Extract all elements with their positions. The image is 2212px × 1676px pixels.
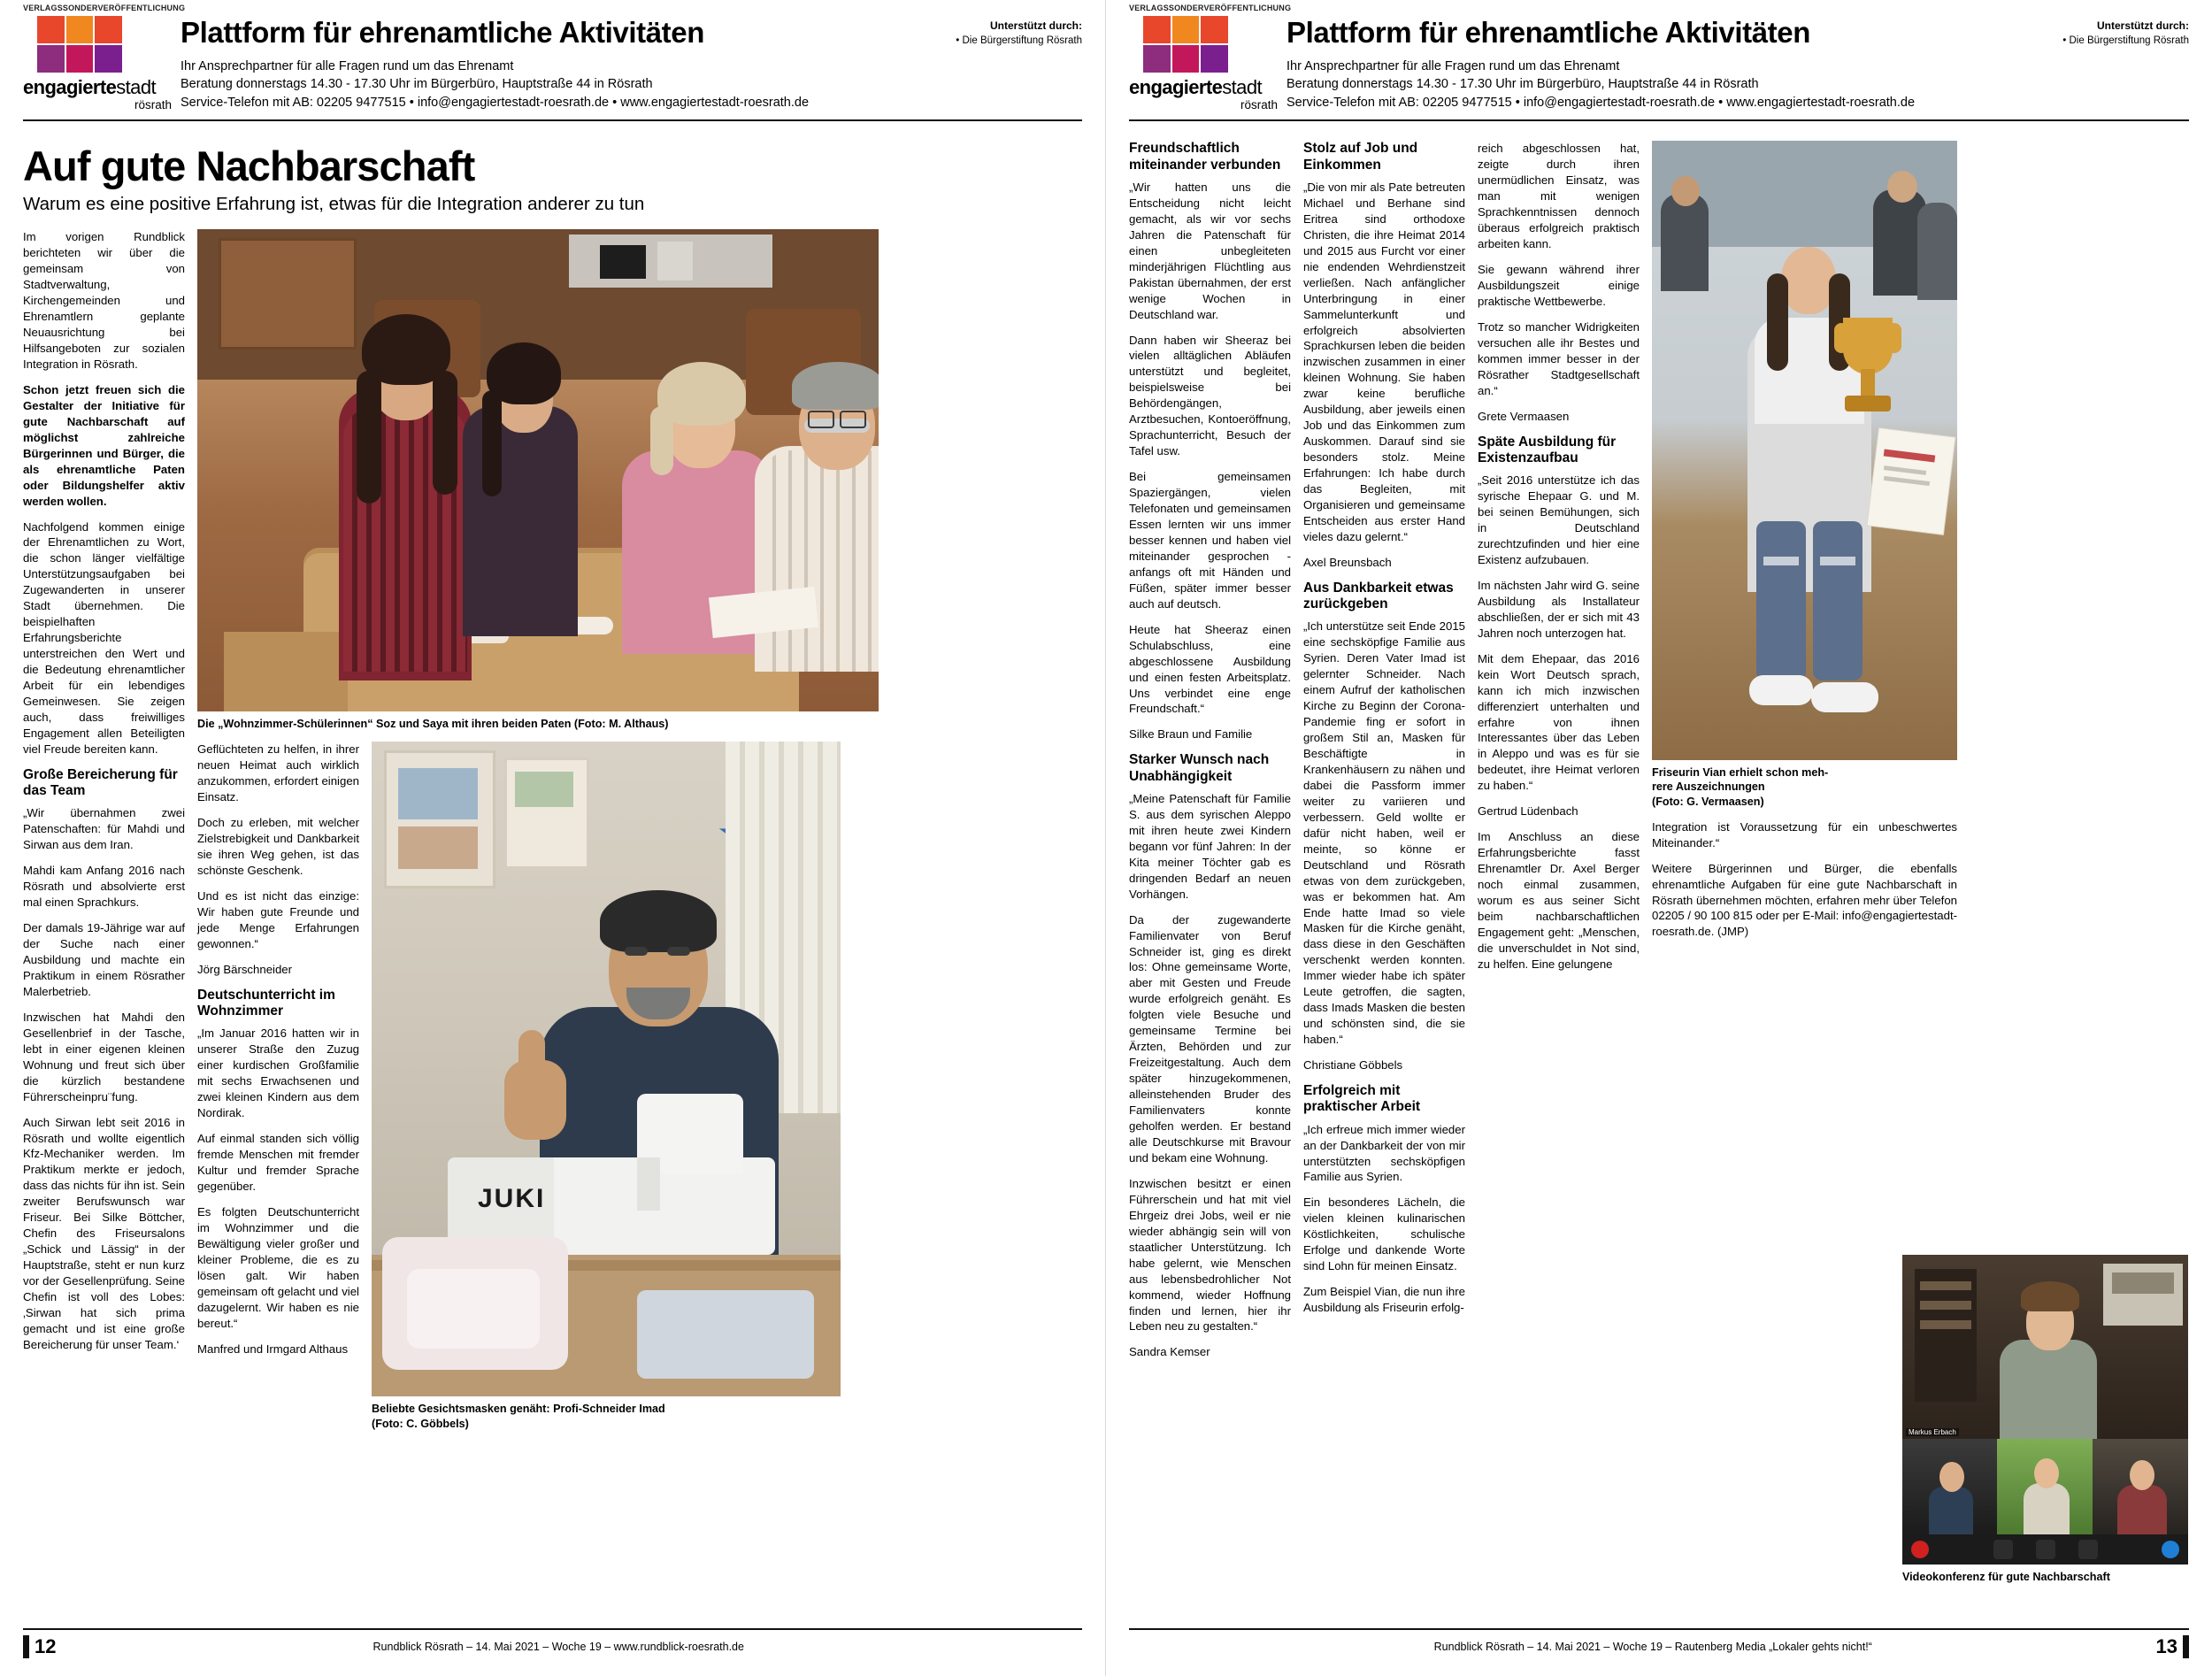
paragraph: Nachfolgend kommen einige der Ehrenamtlichen zu Wort, die schon länger vielfältige Unterstützungsaufgaben bei Zugewanderten in unserer Stadt übernehmen. Die beispielhaften Erfahrungsberichte unterstreichen den Wert und die Bedeutung ehrenamtlicher Arbeit für ein lebendiges Gemeinwesen. Sie zeigen auch, dass freiwilliges Engagement allen Beteiligten viel Freude bereiten kann. <box>23 519 185 756</box>
mute-microphone-button[interactable] <box>2078 1540 2098 1559</box>
paragraph: Bei gemeinsamen Spaziergängen, vielen Telefonaten und gemeinsamen Essen lernten wir uns immer besser kennen und haben viel miteinander gesprochen - anfangs oft mit Händen und Füßen, später immer besser auch auf deutsch. <box>1129 470 1291 611</box>
paragraph: Dann haben wir Sheeraz bei vielen alltäglichen Abläufen unterstützt und begleitet, beispielsweise bei Behördengängen, Arztbesuchen, Kontoeröffnung, Sprachunterricht, Besuch der Tafel usw. <box>1129 333 1291 458</box>
supporter-name: • Die Bürgerstiftung Rösrath <box>2062 35 2189 46</box>
column-2 <box>1303 141 1465 1370</box>
masthead-right <box>1129 14 2189 121</box>
paragraph: Mit dem Ehepaar, das 2016 kein Wort Deutsch sprach, kann ich mich inzwischen differenziert unterhalten und erfahre von ihnen Interessantes über das Leben in Aleppo und was es für sie bedeutet, ihre Heimat verloren zu haben.“ <box>1478 651 1640 793</box>
paragraph: „Ich unterstütze seit Ende 2015 eine sechsköpfige Familie aus Syrien. Deren Vater Imad ist gelernter Schneider. Nach einem Aufruf der katholischen Kirche zu Beginn der Corona-Pandemie fing er sofort in großem Stil an, Masken für Beschäftigte in Krankenhäusern zu nähen und dabei die Passform immer weiter zu variieren und verbessern. Geld wollte er dafür nicht haben, weil er meinte, so könne er Deutschland und Rösrath etwas von dem zurückgeben, was er bekommen hat. Am Ende hatte Imad so viele Masken für die Kirche genäht, dass diese in den Geschäften verschenkt werden konnten. Immer wieder habe ich später Leute getroffen, die sagten, dass Imads Masken die besten und schönsten sind, die sie haben.“ <box>1303 619 1465 1047</box>
paragraph: Mahdi kam Anfang 2016 nach Rösrath und absolvierte erst mal einen Sprachkurs. <box>23 864 185 910</box>
photo-caption-line-2: rere Auszeichnungen <box>1652 780 1765 794</box>
paragraph: Inzwischen besitzt er einen Führerschein und hat mit viel Ehrgeiz drei Jobs, weil er nie wieder abhängig sein will von staatlicher Unterstützung. Ich habe gelernt, wie Menschen aus lebensbedrohlicher Not kommend, wieder Hoffnung finden und lernen, hier ihr Leben neu zu gestalten.“ <box>1129 1176 1291 1334</box>
publication-notice-left: VERLAGSSONDERVERÖFFENTLICHUNG <box>23 4 186 12</box>
masthead-contact-line-1: Ihr Ansprechpartner für alle Fragen rund um das Ehrenamt <box>180 58 514 73</box>
logo-subtitle: rösrath <box>134 98 172 111</box>
video-tile-main[interactable] <box>1902 1255 2188 1439</box>
photo-caption-line-1: Friseurin Vian erhielt schon meh- <box>1652 766 1829 780</box>
masthead-supporter-right <box>2012 14 2189 49</box>
masthead-contact-line-1: Ihr Ansprechpartner für alle Fragen rund um das Ehrenamt <box>1286 58 1620 73</box>
paragraph: Integration ist Voraussetzung für ein unbeschwertes Miteinander.“ <box>1652 819 1957 850</box>
paragraph: „Seit 2016 unterstütze ich das syrische Ehepaar G. und M. bei seinen Bemühungen, sich in Deutschland zurechtzufinden und hier eine Existenz aufzubauen. <box>1478 473 1640 566</box>
photo-caption-line-3: (Foto: G. Vermaasen) <box>1652 795 1764 808</box>
masthead-title: Plattform für ehrenamtliche Aktivitäten <box>180 16 704 49</box>
paragraph: „Wir übernahmen zwei Patenschaften: für Mahdi und Sirwan aus dem Iran. <box>23 806 185 852</box>
section-heading: Starker Wunsch nach Unabhängigkeit <box>1129 752 1270 784</box>
paragraph: Schon jetzt freuen sich die Gestalter der Initiative für gute Nachbarschaft auf möglichst zahlreiche Bürgerinnen und Bürger, die als ehrenamtliche Paten oder Bildungshelfer aktiv werden wollen. <box>23 382 185 508</box>
column-3 <box>1478 141 1640 1370</box>
video-participant-name: Markus Erbach <box>1906 1428 1959 1436</box>
photo-caption <box>1652 765 1957 808</box>
page-subtitle: Warum es eine positive Erfahrung ist, etwas für die Integration anderer zu tun <box>23 193 645 214</box>
byline: Manfred und Irmgard Althaus <box>197 1342 349 1356</box>
paragraph: „Ich erfreue mich immer wieder an der Dankbarkeit der von mir unterstützten sechsköpfigen Familie aus Syrien. <box>1303 1122 1465 1184</box>
page-number-right <box>2156 1635 2189 1658</box>
masthead-contact-line-2: Beratung donnerstags 14.30 - 17.30 Uhr im Bürgerbüro, Hauptstraße 44 in Rösrath <box>1286 77 1759 92</box>
photo-friseurin-vian <box>1652 141 1957 760</box>
logo-subtitle: rösrath <box>1240 98 1278 111</box>
add-participant-button[interactable] <box>1993 1540 2013 1559</box>
paragraph: Weitere Bürgerinnen und Bürger, die ebenfalls ehrenamtliche Aufgaben für eine gute Nachbarschaft in Rösrath übernehmen möchten, erfahren mehr über Telefon 02205 / 90 100 815 oder per E-Mail: info@engagiertestadt-roesrath.de. (JMP) <box>1652 861 1957 939</box>
masthead-contact-line-3: Service-Telefon mit AB: 02205 9477515 • info@engagiertestadt-roesrath.de • www.engagiertestadt-roesrath.de <box>1286 95 1916 110</box>
photo-caption <box>372 1402 841 1430</box>
section-heading: Große Bereicherung für das Team <box>23 766 178 799</box>
photo-wohnzimmer-schuelerinnen <box>197 229 879 711</box>
paragraph: Im Anschluss an diese Erfahrungsberichte fasst Ehrenamtler Dr. Axel Berger noch einmal zusammen, worum es aus seiner Sicht beim nachbarschaftlichen Engagement geht: „Menschen, die unverschuldet in Not sind, zu helfen. Eine gelungene <box>1478 830 1640 971</box>
paragraph: Es folgten Deutschunterricht im Wohnzimmer und die Bewältigung vieler großer und kleiner Probleme, die es zu lösen galt. Wir haben gemeinsam oft gelacht und viel dazugelernt. Wir haben es nie bereut.“ <box>197 1204 359 1330</box>
byline: Axel Breunsbach <box>1303 555 1392 569</box>
share-screen-button[interactable] <box>2036 1540 2055 1559</box>
footer-text-left: Rundblick Rösrath – 14. Mai 2021 – Woche 19 – www.rundblick-roesrath.de <box>373 1641 744 1653</box>
page-marker-icon <box>2183 1635 2189 1658</box>
paragraph: Heute hat Sheeraz einen Schulabschluss, eine abgeschlossene Ausbildung und einen festen Arbeitsplatz. Uns verbindet eine enge Freundschaft.“ <box>1129 622 1291 716</box>
paragraph: Ein besonderes Lächeln, die vielen kleinen kulinarischen Köstlichkeiten, schulische Erfolge und dankende Worte sind Lohn für meinen Einsatz. <box>1303 1195 1465 1273</box>
paragraph: „Meine Patenschaft für Familie S. aus dem syrischen Aleppo mit ihren heute zwei Kindern begann vor fünf Jahren: In der Kita meiner Töchter gab es dringenden Bedarf an neuen Vorhängen. <box>1129 791 1291 901</box>
photo-block-schneider <box>372 742 841 1441</box>
paragraph: Im vorigen Rundblick berichteten wir über die gemeinsam von Stadtverwaltung, Kirchengemeinden und Ehrenamtlern geplante Neuausrichtung bei Hilfsangeboten zur sozialen Integration in Rösrath. <box>23 230 185 371</box>
video-tile-2[interactable] <box>1902 1439 1997 1534</box>
paragraph: Auf einmal standen sich völlig fremde Menschen mit fremder Kultur und fremder Sprache gegenüber. <box>197 1132 359 1193</box>
photo-profi-schneider-imad: JUKI <box>372 742 841 1396</box>
logo-word-bold: engagierte <box>23 76 117 98</box>
byline: Gertrud Lüdenbach <box>1478 804 1578 819</box>
column-4 <box>1652 141 1957 1370</box>
column-1 <box>23 229 185 1441</box>
masthead-supporter-left <box>905 14 1082 49</box>
paragraph: Auch Sirwan lebt seit 2016 in Rösrath und wollte eigentlich Kfz-Mechaniker werden. Im Praktikum merkte er jedoch, dass das nichts für ihn ist. Sein zweiter Berufswunsch war Friseur. Bei Silke Böttcher, Chefin des Friseursalons „Schick und Lässig“ in der Hauptstraße, steht er nun kurz vor der Gesellenprüfung. Seine Chefin ist voll des Lobes: ‚Sirwan hat sich prima gemacht und ist eine große Bereicherung für unser Team.‘ <box>23 1115 185 1351</box>
page-number-left <box>23 1635 56 1658</box>
paragraph: Doch zu erleben, mit welcher Zielstrebigkeit und Dankbarkeit sie ihren Weg gehen, ist das schönste Geschenk. <box>197 816 359 878</box>
section-heading: Stolz auf Job und Einkommen <box>1303 141 1418 173</box>
photo-caption-line-1: Beliebte Gesichtsmasken genäht: Profi-Schneider Imad <box>372 1403 665 1416</box>
byline: Christiane Göbbels <box>1303 1058 1403 1072</box>
section-heading: Aus Dankbarkeit etwas zurückgeben <box>1303 580 1454 612</box>
page-number-value: 12 <box>35 1635 57 1657</box>
video-tile-3[interactable] <box>1997 1439 2093 1534</box>
paragraph: Zum Beispiel Vian, die nun ihre Ausbildung als Friseurin erfolg- <box>1303 1285 1465 1315</box>
video-conference-window <box>1902 1255 2188 1565</box>
byline: Sandra Kemser <box>1129 1345 1210 1359</box>
publication-notice-right: VERLAGSSONDERVERÖFFENTLICHUNG <box>1129 4 1292 12</box>
photo-block-videoconference <box>1902 1255 2188 1595</box>
page-marker-icon <box>23 1635 29 1658</box>
masthead-left <box>23 14 1082 121</box>
paragraph: Der damals 19-Jährige war auf der Suche nach einer Ausbildung und machte ein Praktikum in einem Rösrather Malerbetrieb. <box>23 921 185 998</box>
video-tile-4[interactable] <box>2093 1439 2188 1534</box>
supporter-name: • Die Bürgerstiftung Rösrath <box>956 35 1082 46</box>
logo-word-thin: stadt <box>1222 76 1262 98</box>
masthead-contact-line-3: Service-Telefon mit AB: 02205 9477515 • info@engagiertestadt-roesrath.de • www.engagiertestadt-roesrath.de <box>180 95 810 110</box>
brand-logo-left <box>23 14 175 111</box>
video-control-bar <box>1902 1534 2188 1565</box>
leave-call-button[interactable] <box>1911 1541 1929 1558</box>
paragraph: „Im Januar 2016 hatten wir in unserer Straße den Zuzug einer kurdischen Großfamilie mit sechs Erwachsenen und zwei kleinen Kindern aus dem Nordirak. <box>197 1026 359 1120</box>
photo-and-text-row <box>1652 141 1957 949</box>
logo-word-thin: stadt <box>116 76 156 98</box>
photo-caption: Videokonferenz für gute Nachbarschaft <box>1902 1570 2110 1583</box>
supported-label: Unterstützt durch: <box>2097 19 2189 32</box>
footer-text-right: Rundblick Rösrath – 14. Mai 2021 – Woche 19 – Rautenberg Media „Lokaler gehts nicht!“ <box>1433 1641 1872 1653</box>
byline: Silke Braun und Familie <box>1129 727 1253 742</box>
masthead-title: Plattform für ehrenamtliche Aktivitäten <box>1286 16 1810 49</box>
page-right <box>1106 0 2212 1676</box>
paragraph: Inzwischen hat Mahdi den Gesellenbrief in der Tasche, lebt in einer eigenen kleinen Wohnung und freut sich über die kürzlich bestandene Führerscheinpru¨fung. <box>23 1010 185 1103</box>
paragraph: „Die von mir als Pate betreuten Michael und Berhane sind Eritrea sind orthodoxe Christen, die ihre Heimat 2014 und 2015 aus Furcht vor einer nie endenden Wehrdienstzeit verließen. Nach anfänglicher Unterbringung in einer Sammelunterkunft und erfolgreich absolvierten Sprachkursen leben die beiden inzwischen zusammen in einer kleinen Wohnung. Sie haben zwar keine berufliche Ausbildung, aber jeweils einen Job und das Einkommen zum Auskommen. Darauf sind sie besonders stolz. Meine Erfahrungen: Ich habe durch das Begleiten, mit Organisieren und gemeinsame Entscheiden aus erster Hand vieles dazu gelernt.“ <box>1303 180 1465 543</box>
photo-column <box>1652 141 1957 949</box>
logo-word-bold: engagierte <box>1129 76 1223 98</box>
brand-logo-right <box>1129 14 1281 111</box>
page-number-value: 13 <box>2155 1635 2177 1657</box>
paragraph: Da der zugewanderte Familienvater von Beruf Schneider ist, ging es direkt los: Ohne gemeinsame Worte, aber mit Gesten und Freude wurde erfolgreich genäht. Es folgten viele Besuche und gemeinsame Termine bei Ärzten, Behörden und zur Freizeitgestaltung. Auch dem später hinzugekommenen, alleinstehenden Bruder des Familienvaters konnte geholfen werden. Er bestand alle Deutschkurse mit Bravour und bekam eine Wohnung. <box>1129 912 1291 1165</box>
footer-right <box>1129 1628 2189 1658</box>
paragraph: Geflüchteten zu helfen, in ihrer neuen Heimat auch wirklich anzukommen, erfordert einigen Einsatz. <box>197 742 359 804</box>
paragraph: reich abgeschlossen hat, zeigte durch ihren unermüdlichen Einsatz, was man mit wenigen Sprachkenntnissen dennoch überaus erfolgreich praktisch arbeiten kann. <box>1478 142 1640 251</box>
column-1 <box>1129 141 1291 1370</box>
logo-wordmark <box>23 78 175 97</box>
speaker-view-button[interactable] <box>2162 1541 2179 1558</box>
logo-mark-icon <box>37 16 122 73</box>
left-page-columns <box>23 229 1082 1441</box>
photo-caption-line-2: (Foto: C. Göbbels) <box>372 1417 469 1430</box>
paragraph: „Wir hatten uns die Entscheidung nicht leicht gemacht, als wir vor sechs Jahren die Patenschaft für einen unbegleiteten minderjährigen Flüchtling aus Pakistan übernahmen, der erst wenige Wochen in Deutschland war. <box>1129 180 1291 321</box>
photo-caption: Die „Wohnzimmer-Schülerinnen“ Soz und Saya mit ihren beiden Paten (Foto: M. Althaus) <box>197 718 669 731</box>
section-heading: Erfolgreich mit praktischer Arbeit <box>1303 1083 1421 1115</box>
logo-wordmark <box>1129 78 1281 97</box>
photo-videokonferenz <box>1902 1255 2188 1565</box>
paragraph: Sie gewann während ihrer Ausbildungszeit einige praktische Wettbewerbe. <box>1478 263 1640 308</box>
paragraph: Und es ist nicht das einzige: Wir haben gute Freunde und jede Menge Erfahrungen gewonnen.“ <box>197 889 359 950</box>
logo-mark-icon <box>1143 16 1228 73</box>
section-heading: Freundschaftlich miteinander verbunden <box>1129 141 1281 173</box>
right-page-columns <box>1129 141 2189 1370</box>
column-2 <box>197 742 359 1441</box>
supported-label: Unterstützt durch: <box>990 19 1082 32</box>
paragraph: Im nächsten Jahr wird G. seine Ausbildung als Installateur abschließen, der er sich mit 43 Jahren noch unterzogen hat. <box>1478 578 1640 640</box>
byline: Grete Vermaasen <box>1478 409 1570 423</box>
byline: Jörg Bärschneider <box>197 962 293 976</box>
section-heading: Späte Ausbildung für Existenzaufbau <box>1478 434 1617 465</box>
column-group-right <box>197 229 1069 1441</box>
page-title: Auf gute Nachbarschaft <box>23 142 475 190</box>
section-heading: Deutschunterricht im Wohnzimmer <box>197 987 335 1019</box>
paragraph: Trotz so mancher Widrigkeiten versuchen alle ihr Bestes und kommen immer besser in der Rösrather Stadtgesellschaft an.“ <box>1478 319 1640 397</box>
lower-left-columns <box>197 742 1069 1441</box>
masthead-contact-line-2: Beratung donnerstags 14.30 - 17.30 Uhr im Bürgerbüro, Hauptstraße 44 in Rösrath <box>180 77 653 92</box>
footer-left <box>23 1628 1082 1658</box>
